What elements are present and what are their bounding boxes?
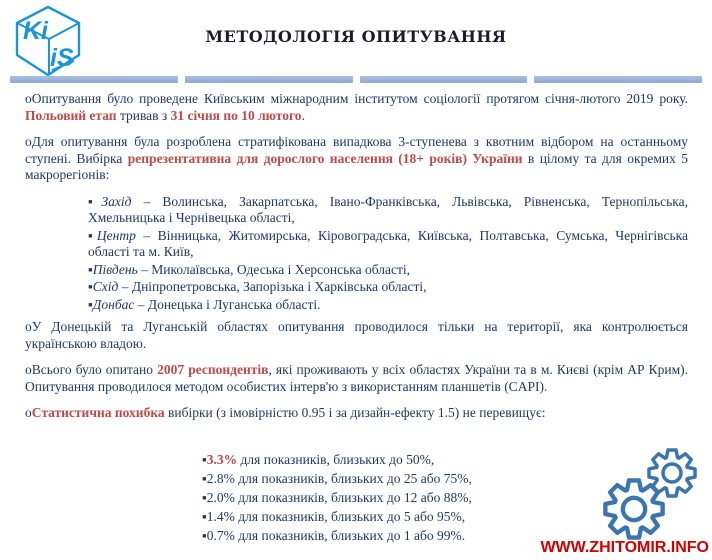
text-segment: тривав з xyxy=(116,107,171,123)
bullet-marker: o xyxy=(25,91,32,106)
highlight-text: Статистична похибка xyxy=(31,405,165,420)
text-segment: вибірки (з імовірністю 0.95 і за дизайн-ефекту 1.5) не перевищує: xyxy=(164,405,546,420)
list-item-center xyxy=(88,227,692,261)
page-title: МЕТОДОЛОГІЯ ОПИТУВАННЯ xyxy=(205,27,507,46)
bullet-marker: o xyxy=(25,405,32,420)
divider-bar xyxy=(185,76,353,83)
bullet-marker: ▪ xyxy=(88,227,97,243)
text-segment: У Донецькій та Луганській областях опитування проводилося тільки на території, яка контролюється українською владою. xyxy=(25,319,692,351)
text-segment: Всього було опитано xyxy=(31,362,158,377)
bullet-marker: ▪ xyxy=(202,470,207,486)
text-segment: 2.0% для показників, близьких до 12 або 88%, xyxy=(206,489,472,505)
bullet-marker: o xyxy=(25,319,32,334)
bullet-marker: ▪ xyxy=(88,279,93,294)
region-name: Схід xyxy=(92,279,119,294)
bullet-marker: ▪ xyxy=(88,261,93,277)
text-segment: – Донецька і Луганська області. xyxy=(134,296,321,312)
highlight-text: 31 січня по 10 лютого xyxy=(170,107,302,123)
gears-icon xyxy=(588,440,710,542)
region-name: Донбас xyxy=(92,296,135,312)
text-segment: 0.7% для показників, близьких до 1 або 99%. xyxy=(206,527,466,543)
text-segment: – Дніпропетровська, Запорізька і Харківська області, xyxy=(118,279,427,294)
logo-text-ki: Ki xyxy=(23,17,48,45)
region-name: Південь xyxy=(92,261,138,277)
site-url: WWW.ZHITOMIR.INFO xyxy=(540,539,709,556)
paragraph-territory-control xyxy=(25,319,692,352)
region-name: Центр xyxy=(96,227,136,243)
watermark xyxy=(532,438,712,560)
text-segment: – Миколаївська, Одеська і Херсонська області, xyxy=(137,261,411,277)
list-item-west xyxy=(88,193,692,227)
text-segment: в цілому та для окремих 5 макрорегіонів: xyxy=(25,150,692,182)
highlight-text: Польовий етап xyxy=(25,107,117,123)
text-segment: . xyxy=(301,107,305,123)
text-segment: – Волинська, Закарпатська, Івано-Франківська, Львівська, Рівненська, Тернопільська, Хмельницька і Чернівецька області, xyxy=(88,193,692,225)
divider-bar xyxy=(534,76,702,83)
bullet-marker: ▪ xyxy=(202,508,207,524)
region-name: Захід xyxy=(101,193,132,209)
bullet-marker: ▪ xyxy=(202,489,207,505)
bullet-marker: ▪ xyxy=(202,527,207,543)
paragraph-error-intro xyxy=(25,405,688,422)
text-segment: Опитування було проведене Київським міжнародним інститутом соціології протягом січня-лютого 2019 року. xyxy=(31,91,692,106)
macroregions-list xyxy=(88,193,692,314)
logo-text-is: iS xyxy=(50,44,74,72)
divider-bar xyxy=(360,76,528,83)
divider-bar xyxy=(10,76,178,83)
bullet-marker: o xyxy=(25,134,32,149)
list-item-south xyxy=(88,262,688,279)
text-segment: 2.8% для показників, близьких до 25 або 75%, xyxy=(206,470,472,486)
bullet-marker: ▪ xyxy=(202,451,207,467)
highlight-text: 3.3% xyxy=(206,451,238,467)
text-segment: – Вінницька, Житомирська, Кіровоградська, Київська, Полтавська, Сумська, Чернігівська області та м. Київ, xyxy=(88,227,692,259)
list-item-donbas xyxy=(88,297,688,314)
text-segment: Для опитування була розроблена стратифікована випадкова 3-ступенева з квотним відбором на останньому ступені. Вибірка xyxy=(25,134,692,166)
paragraph-fieldwork xyxy=(25,91,692,124)
text-segment: 1.4% для показників, близьких до 5 або 95%, xyxy=(206,508,466,524)
paragraph-sample-design xyxy=(25,134,692,184)
highlight-text: 2007 респондентів xyxy=(157,362,269,377)
bullet-marker: o xyxy=(25,362,32,377)
divider-bars xyxy=(10,76,702,83)
text-segment: , які проживають у всіх областях України та в м. Києві (крім АР Крим). Опитування проводилося методом особистих інтерв'ю з використанням планшетів (CAPI). xyxy=(25,362,692,394)
bullet-marker: ▪ xyxy=(88,193,102,209)
text-segment: для показників, близьких до 50%, xyxy=(237,451,435,467)
list-item-east xyxy=(88,279,688,296)
paragraph-respondents xyxy=(25,362,692,395)
bullet-marker: ▪ xyxy=(88,296,93,312)
highlight-text: репрезентативна для дорослого населення (18+ років) України xyxy=(127,150,523,166)
